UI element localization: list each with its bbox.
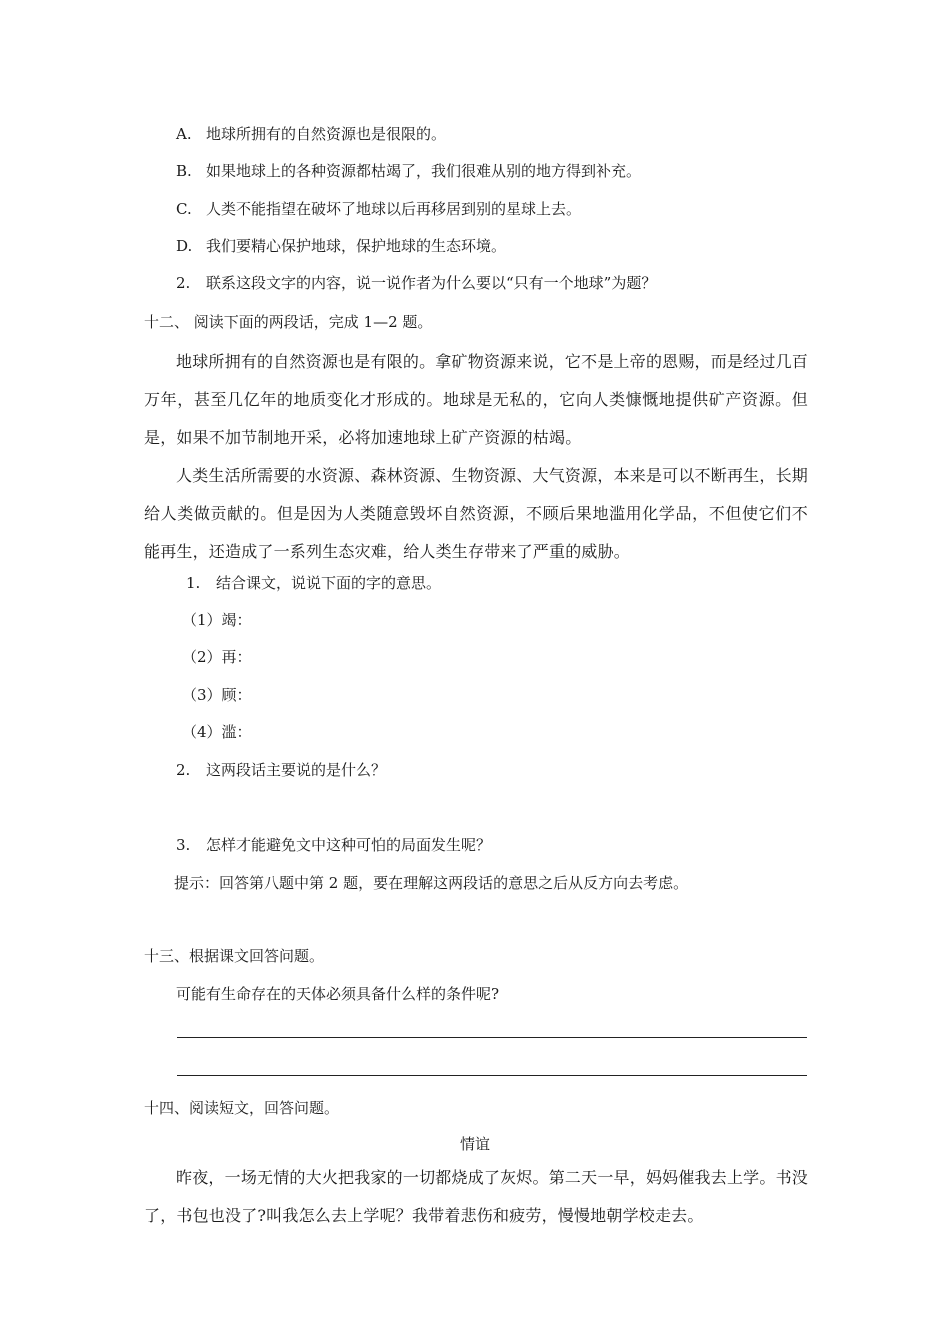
question-number: 3.: [176, 836, 191, 854]
option-a-text: 地球所拥有的自然资源也是很限的。: [206, 125, 447, 143]
question-text: 怎样才能避免文中这种可怕的局面发生呢？: [206, 836, 492, 854]
question-number: 2.: [176, 274, 191, 292]
option-b-text: 如果地球上的各种资源都枯竭了，我们很难从别的地方得到补充。: [206, 162, 642, 180]
story-title: 情谊: [459, 1135, 490, 1153]
option-c-label: C.: [176, 200, 192, 218]
option-b: [176, 161, 641, 181]
option-a-label: A.: [176, 125, 192, 143]
option-d: [176, 236, 506, 256]
word-item-2: （2）再：: [182, 648, 252, 666]
question-number: 2.: [176, 761, 191, 779]
question-text: 联系这段文字的内容，说一说作者为什么要以“只有一个地球”为题？: [206, 274, 657, 292]
question-text: 这两段话主要说的是什么？: [206, 761, 387, 779]
question-text: 结合课文，说说下面的字的意思。: [216, 574, 442, 592]
option-d-text: 我们要精心保护地球，保护地球的生态环境。: [206, 237, 507, 255]
story-paragraph: 昨夜，一场无情的大火把我家的一切都烧成了灰烬。第二天一早，妈妈催我去上学。书没了，书包也没了?叫我怎么去上学呢？我带着悲伤和疲劳，慢慢地朝学校走去。: [144, 1168, 808, 1225]
question-12-1: [186, 573, 441, 593]
option-a: [176, 124, 446, 144]
word-item-3: （3）顾：: [182, 686, 252, 704]
section-13-heading: 十三、根据课文回答问题。: [144, 947, 325, 965]
option-c-text: 人类不能指望在破坏了地球以后再移居到别的星球上去。: [206, 200, 582, 218]
option-b-label: B.: [176, 162, 192, 180]
question-number: 1.: [186, 574, 201, 592]
option-c: [176, 199, 581, 219]
section-12-paragraph-1: 地球所拥有的自然资源也是有限的。拿矿物资源来说，它不是上帝的恩赐，而是经过几百万年，甚至几亿年的地质变化才形成的。地球是无私的，它向人类慷慨地提供矿产资源。但是，如果不加节制地开采，必将加速地球上矿产资源的枯竭。: [144, 352, 808, 447]
word-item-1: （1）竭：: [182, 611, 252, 629]
question-11-2: [176, 273, 656, 293]
word-item-4: （4）滥：: [182, 723, 252, 741]
section-14-heading: 十四、阅读短文，回答问题。: [144, 1099, 340, 1117]
section-12-paragraph-2: 人类生活所需要的水资源、森林资源、生物资源、大气资源，本来是可以不断再生，长期给人类做贡献的。但是因为人类随意毁坏自然资源，不顾后果地滥用化学品，不但使它们不能再生，还造成了一系列生态灾难，给人类生存带来了严重的威胁。: [144, 466, 808, 561]
option-d-label: D.: [176, 237, 193, 255]
section-12-heading: 十二、 阅读下面的两段话，完成 1—2 题。: [144, 313, 433, 331]
section-13-question: 可能有生命存在的天体必须具备什么样的条件呢?: [176, 985, 500, 1003]
question-12-2: [176, 760, 386, 780]
hint-text: 提示：回答第八题中第 2 题，要在理解这两段话的意思之后从反方向去考虑。: [174, 874, 689, 892]
answer-line-1: [177, 1037, 807, 1038]
answer-line-2: [177, 1075, 807, 1076]
question-12-3: [176, 835, 491, 855]
